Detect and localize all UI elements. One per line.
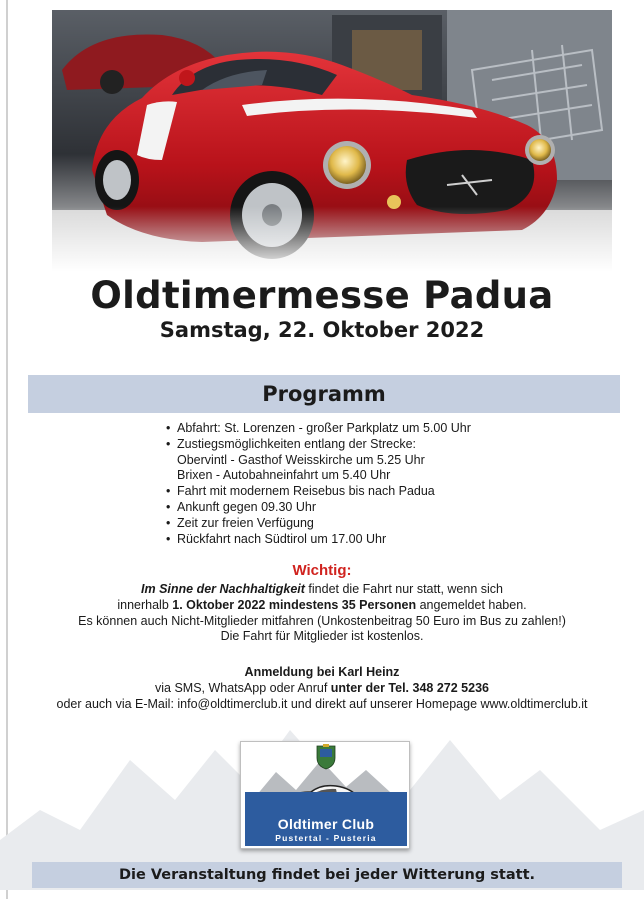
red-vintage-car-image [52, 10, 612, 272]
list-subitem: Obervintl - Gasthof Weisskirche um 5.25 Uhr [177, 452, 425, 467]
program-heading-bar [28, 375, 620, 413]
notice-line-2: innerhalb 1. Oktober 2022 mindestens 35 Personen angemeldet haben. [117, 597, 527, 612]
list-subitem: Brixen - Autobahneinfahrt um 5.40 Uhr [177, 468, 391, 483]
registration-heading: Anmeldung bei Karl Heinz [244, 665, 400, 679]
notice-emphasis: Im Sinne der Nachhaltigkeit [141, 582, 305, 596]
event-date: Samstag, 22. Oktober 2022 [159, 318, 485, 342]
important-notice [0, 582, 644, 645]
program-heading: Programm [262, 382, 386, 406]
logo-club-subtitle: Pustertal - Pusteria [275, 833, 377, 843]
registration-block [0, 665, 644, 712]
list-item: • Ankunft gegen 09.30 Uhr [166, 500, 546, 516]
registration-line-2: via SMS, WhatsApp oder Anruf unter der Tel. 348 272 5236 [155, 680, 489, 695]
footer-bar [32, 862, 622, 888]
hero-photo [52, 10, 612, 272]
registration-line-3: oder auch via E-Mail: info@oldtimerclub.it und direkt auf unserer Homepage www.oldtimerclub.it [56, 696, 588, 711]
footer-note: Die Veranstaltung findet bei jeder Witterung statt. [118, 867, 536, 883]
list-item: • Zeit zur freien Verfügung [166, 516, 546, 532]
page-title: Oldtimermesse Padua [90, 274, 554, 317]
list-item: • Zustiegsmöglichkeiten entlang der Strecke: [166, 437, 546, 453]
oldtimer-club-logo [240, 741, 410, 849]
list-item: • Rückfahrt nach Südtirol um 17.00 Uhr [166, 532, 546, 548]
notice-line-1: Im Sinne der Nachhaltigkeit findet die Fahrt nur statt, wenn sich [141, 582, 503, 596]
notice-line-3: Es können auch Nicht-Mitglieder mitfahren (Unkostenbeitrag 50 Euro im Bus zu zahlen!) [78, 613, 566, 628]
logo-club-name: Oldtimer Club [277, 816, 375, 832]
notice-line-4: Die Fahrt für Mitglieder ist kostenlos. [220, 629, 424, 644]
important-heading: Wichtig: [292, 562, 352, 579]
list-item: • Abfahrt: St. Lorenzen - großer Parkplatz um 5.00 Uhr [166, 421, 546, 437]
list-item: • Fahrt mit modernem Reisebus bis nach Padua [166, 484, 546, 500]
program-list [166, 421, 546, 547]
